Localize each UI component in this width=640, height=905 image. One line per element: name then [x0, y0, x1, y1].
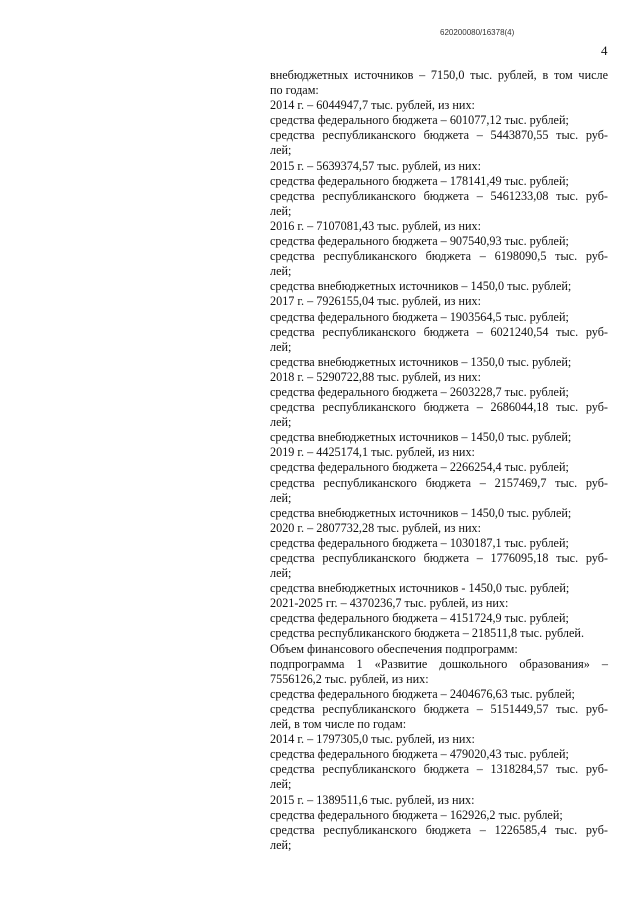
text-line: средства федерального бюджета – 907540,93 тыс. рублей; [270, 234, 569, 249]
text-line: средства федерального бюджета – 2603228,7 тыс. рублей; [270, 384, 569, 399]
text-line: средства федерального бюджета – 162926,2 тыс. рублей; [270, 807, 563, 822]
text-line: средства республиканского бюджета – 218511,8 тыс. рублей. [270, 626, 584, 641]
text-line: подпрограмма 1 «Развитие дошкольного образования» – [270, 656, 608, 671]
text-line: лей; [270, 837, 292, 852]
text-line: средства федерального бюджета – 2266254,4 тыс. рублей; [270, 460, 569, 475]
text-line: средства республиканского бюджета – 5443870,55 тыс. руб- [270, 128, 608, 143]
text-line: средства федерального бюджета – 1903564,5 тыс. рублей; [270, 309, 569, 324]
text-line: 2016 г. – 7107081,43 тыс. рублей, из них: [270, 218, 482, 233]
text-line: лей; [270, 415, 292, 430]
text-line: 2014 г. – 1797305,0 тыс. рублей, из них: [270, 732, 475, 747]
text-line: 2015 г. – 5639374,57 тыс. рублей, из них: [270, 158, 482, 173]
document-body [270, 68, 608, 853]
text-line: средства республиканского бюджета – 2157469,7 тыс. руб- [270, 475, 608, 490]
text-line: средства федерального бюджета – 178141,49 тыс. рублей; [270, 173, 569, 188]
text-line: лей; [270, 143, 292, 158]
text-line: 2020 г. – 2807732,28 тыс. рублей, из них: [270, 520, 482, 535]
text-line: лей; [270, 264, 292, 279]
text-line: лей; [270, 203, 292, 218]
text-line: средства республиканского бюджета – 1776095,18 тыс. руб- [270, 551, 608, 565]
document-code: 620200080/16378(4) [440, 28, 515, 37]
text-line: средства республиканского бюджета – 2686044,18 тыс. руб- [270, 400, 608, 415]
text-line: средства федерального бюджета – 601077,12 тыс. рублей; [270, 113, 569, 128]
text-line: средства федерального бюджета – 479020,43 тыс. рублей; [270, 747, 569, 762]
text-line: средства республиканского бюджета – 6198090,5 тыс. руб- [270, 249, 608, 264]
page-number: 4 [601, 43, 608, 58]
text-line: средства республиканского бюджета – 1318284,57 тыс. руб- [270, 762, 608, 777]
text-line: 2018 г. – 5290722,88 тыс. рублей, из них: [270, 369, 482, 384]
text-line: 2014 г. – 6044947,7 тыс. рублей, из них: [270, 98, 475, 113]
text-line: лей; [270, 566, 292, 581]
text-line: средства внебюджетных источников – 1450,0 тыс. рублей; [270, 279, 572, 294]
text-line: средства внебюджетных источников – 1450,0 тыс. рублей; [270, 430, 572, 445]
text-line: средства федерального бюджета – 4151724,9 тыс. рублей; [270, 611, 569, 626]
text-line: лей, в том числе по годам: [270, 717, 407, 732]
text-line: 2015 г. – 1389511,6 тыс. рублей, из них: [270, 792, 475, 807]
text-line: 2019 г. – 4425174,1 тыс. рублей, из них: [270, 445, 475, 460]
text-line: средства федерального бюджета – 1030187,1 тыс. рублей; [270, 535, 569, 550]
text-line: лей; [270, 339, 292, 354]
text-line: Объем финансового обеспечения подпрограмм: [270, 641, 518, 656]
text-line: средства федерального бюджета – 2404676,63 тыс. рублей; [270, 686, 575, 701]
text-line: средства республиканского бюджета – 1226585,4 тыс. руб- [270, 822, 608, 837]
text-line: средства внебюджетных источников – 1350,0 тыс. рублей; [270, 354, 572, 369]
text-line: средства республиканского бюджета – 5151449,57 тыс. руб- [270, 701, 608, 716]
text-line: средства республиканского бюджета – 6021240,54 тыс. руб- [270, 324, 608, 339]
text-line: внебюджетных источников – 7150,0 тыс. рублей, в том числе [270, 68, 608, 82]
text-line: средства внебюджетных источников - 1450,0 тыс. рублей; [270, 581, 570, 596]
text-line: средства республиканского бюджета – 5461233,08 тыс. руб- [270, 188, 608, 203]
text-line: лей; [270, 490, 292, 505]
text-line: по годам: [270, 83, 319, 98]
text-line: 2017 г. – 7926155,04 тыс. рублей, из них: [270, 294, 482, 309]
text-line: 2021-2025 гг. – 4370236,7 тыс. рублей, из них: [270, 596, 509, 611]
text-line: средства внебюджетных источников – 1450,0 тыс. рублей; [270, 505, 572, 520]
text-line: 7556126,2 тыс. рублей, из них: [270, 671, 429, 686]
text-line: лей; [270, 777, 292, 792]
